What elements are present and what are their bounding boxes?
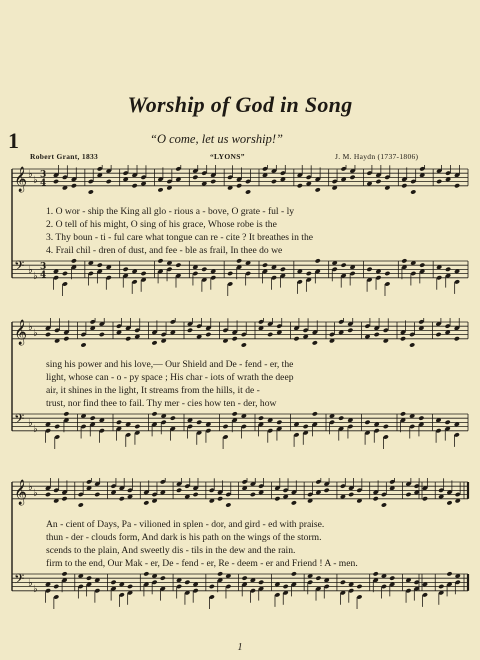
flat-sign-icon: ♭ [28, 265, 33, 276]
flat-sign-icon: ♭ [28, 169, 33, 180]
flat-sign-icon: ♭ [28, 482, 33, 493]
lyric-line: thun - der - clouds form, And dark is his path on the wings of the storm. [46, 532, 322, 543]
hymn-number: 1 [8, 128, 19, 153]
lyric-line: firm to the end, Our Mak - er, De - fend - er, Re - deem - er and Friend ! A - men. [46, 558, 358, 569]
time-signature-icon: 4 [40, 270, 47, 281]
tune-name: “LYONS” [210, 152, 245, 161]
lyrics-block-3 [46, 518, 438, 570]
bass-clef-icon: 𝄢 [14, 571, 25, 590]
flat-sign-icon: ♭ [33, 584, 38, 595]
flat-sign-icon: ♭ [33, 271, 38, 282]
flat-sign-icon: ♭ [28, 578, 33, 589]
lyric-line: 2. O tell of his might, O sing of his grace, Whose robe is the [46, 219, 277, 230]
music-system-3 [6, 478, 474, 618]
lyric-line: An - cient of Days, Pa - vilioned in splen - dor, and gird - ed with praise. [46, 519, 325, 530]
flat-sign-icon: ♭ [33, 424, 38, 435]
hymn-epigraph: “O come, let us worship!” [150, 132, 283, 146]
flat-sign-icon: ♭ [28, 418, 33, 429]
treble-clef-icon: 𝄞 [14, 167, 28, 192]
treble-clef-icon: 𝄞 [14, 480, 28, 505]
hymn-composer: J. M. Haydn (1737-1806) [335, 152, 419, 161]
bass-clef-icon: 𝄢 [14, 411, 25, 430]
lyric-line: 3. Thy boun - ti - ful care what tongue can re - cite ? It breathes in the [46, 232, 314, 243]
music-system-2 [6, 318, 474, 453]
lyric-line: 4. Frail chil - dren of dust, and fee - ble as frail, In thee do we [46, 245, 283, 256]
flat-sign-icon: ♭ [28, 322, 33, 333]
flat-sign-icon: ♭ [33, 175, 38, 186]
lyric-line: 1. O wor - ship the King all glo - rious a - bove, O grate - ful - ly [46, 206, 295, 217]
bass-clef-icon: 𝄢 [14, 258, 25, 277]
flat-sign-icon: ♭ [33, 488, 38, 499]
page-number: 1 [237, 642, 243, 653]
hymn-author: Robert Grant, 1833 [30, 152, 99, 161]
lyric-line: trust, nor find thee to fail. Thy mer - cies how ten - der, how [46, 398, 277, 409]
music-system-1 [6, 165, 474, 300]
lyric-line: sing his power and his love,— Our Shield and De - fend - er, the [46, 359, 294, 370]
lyrics-block-2 [46, 358, 438, 410]
lyric-line: air, it shines in the light, It streams from the hills, it de - [46, 385, 260, 396]
lyric-line: scends to the plain, And sweetly dis - tils in the dew and the rain. [46, 545, 296, 556]
hymn-title: Worship of God in Song [127, 92, 353, 117]
lyrics-block-1 [46, 205, 438, 257]
flat-sign-icon: ♭ [33, 328, 38, 339]
lyric-line: light, whose can - o - py space ; His char - iots of wrath the deep [46, 372, 294, 383]
time-signature-icon: 4 [40, 178, 47, 189]
treble-clef-icon: 𝄞 [14, 320, 28, 345]
time-signature-icon: 3 [40, 262, 47, 272]
time-signature-icon: 3 [40, 170, 47, 180]
